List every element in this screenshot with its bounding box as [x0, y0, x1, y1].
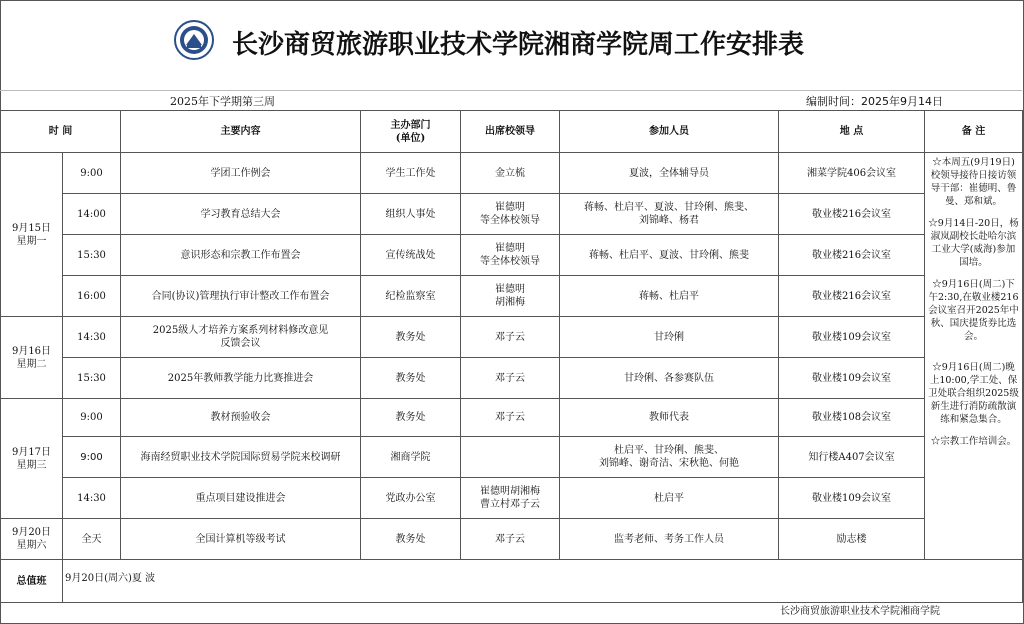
dept-cell: 教务处 [361, 317, 461, 358]
table-row [1, 235, 1023, 276]
content-cell: 学团工作例会 [121, 153, 361, 194]
content-cell: 2025级人才培养方案系列材料修改意见 反馈会议 [121, 317, 361, 358]
participants-cell: 杜启平 [560, 478, 779, 519]
school-logo [174, 20, 214, 60]
remark-item: ☆9月16日(周二)晚上10:00,学工处、保卫处联合组织2025级新生进行消防疏散演练和紧急集合。 [928, 362, 1019, 425]
time-cell: 9:00 [63, 399, 121, 437]
participants-cell: 监考老师、考务工作人员 [560, 519, 779, 560]
location-cell: 湘菜学院406会议室 [779, 153, 925, 194]
leader-cell: 邓子云 [461, 358, 560, 399]
leader-cell: 邓子云 [461, 317, 560, 358]
leader-cell: 邓子云 [461, 519, 560, 560]
time-cell: 9:00 [63, 153, 121, 194]
table-row [1, 153, 1023, 194]
col-location: 地 点 [779, 111, 925, 153]
day-cell: 9月17日 星期三 [1, 399, 63, 519]
leader-cell: 崔德明胡湘梅 曹立村邓子云 [461, 478, 560, 519]
content-cell: 合同(协议)管理执行审计整改工作布置会 [121, 276, 361, 317]
table-row [1, 317, 1023, 358]
header-row [1, 111, 1023, 153]
leader-cell: 崔德明 等全体校领导 [461, 235, 560, 276]
dept-cell: 党政办公室 [361, 478, 461, 519]
table-row [1, 437, 1023, 478]
location-cell: 敬业楼109会议室 [779, 358, 925, 399]
content-cell: 全国计算机等级考试 [121, 519, 361, 560]
content-cell: 2025年教师教学能力比赛推进会 [121, 358, 361, 399]
table-row [1, 276, 1023, 317]
dept-cell: 宣传统战处 [361, 235, 461, 276]
content-cell: 海南经贸职业技术学院国际贸易学院来校调研 [121, 437, 361, 478]
time-cell: 15:30 [63, 235, 121, 276]
time-cell: 15:30 [63, 358, 121, 399]
location-cell: 敬业楼216会议室 [779, 194, 925, 235]
participants-cell: 蒋畅、杜启平、夏波、甘玲俐、熊斐、 刘锦峰、杨君 [560, 194, 779, 235]
duty-row [1, 560, 1023, 603]
location-cell: 知行楼A407会议室 [779, 437, 925, 478]
day-cell: 9月15日 星期一 [1, 153, 63, 317]
table-row [1, 478, 1023, 519]
participants-cell: 教师代表 [560, 399, 779, 437]
time-cell: 9:00 [63, 437, 121, 478]
table-row [1, 358, 1023, 399]
table-row [1, 519, 1023, 560]
participants-cell: 甘玲俐 [560, 317, 779, 358]
dept-cell: 教务处 [361, 519, 461, 560]
location-cell: 敬业楼216会议室 [779, 276, 925, 317]
remark-item: ☆9月14日-20日，杨淑岚副校长赴哈尔滨工业大学(威海)参加国培。 [928, 218, 1019, 268]
duty-text: 9月20日(周六)夏 波 [63, 560, 1023, 603]
participants-cell: 蒋畅、杜启平、夏波、甘玲俐、熊斐 [560, 235, 779, 276]
time-cell: 14:30 [63, 478, 121, 519]
leader-cell: 邓子云 [461, 399, 560, 437]
col-content: 主要内容 [121, 111, 361, 153]
col-participants: 参加人员 [560, 111, 779, 153]
time-cell: 全天 [63, 519, 121, 560]
content-cell: 重点项目建设推进会 [121, 478, 361, 519]
col-time: 时 间 [1, 111, 121, 153]
leader-cell: 金立梳 [461, 153, 560, 194]
location-cell: 敬业楼109会议室 [779, 317, 925, 358]
duty-label: 总值班 [1, 560, 63, 603]
participants-cell: 杜启平、甘玲俐、熊斐、 刘锦峰、谢奇洁、宋秋艳、何艳 [560, 437, 779, 478]
dept-cell: 学生工作处 [361, 153, 461, 194]
day-cell: 9月20日 星期六 [1, 519, 63, 560]
leader-cell: 崔德明 等全体校领导 [461, 194, 560, 235]
time-cell: 14:30 [63, 317, 121, 358]
col-leader: 出席校领导 [461, 111, 560, 153]
week-label: 2025年下学期第三周 [170, 95, 275, 108]
remark-item: ☆本周五(9月19日)校领导接待日接访领导干部：崔德明、鲁曼、郑和斌。 [930, 157, 1017, 207]
remarks-cell [925, 153, 1023, 560]
location-cell: 励志楼 [779, 519, 925, 560]
location-cell: 敬业楼216会议室 [779, 235, 925, 276]
table-row [1, 399, 1023, 437]
divider [0, 90, 1022, 91]
leader-cell: 崔德明 胡湘梅 [461, 276, 560, 317]
col-dept: 主办部门 (单位) [361, 111, 461, 153]
compiled-time: 编制时间：2025年9月14日 [806, 95, 943, 108]
content-cell: 意识形态和宗教工作布置会 [121, 235, 361, 276]
remark-item: ☆宗教工作培训会。 [930, 436, 1017, 447]
page-title: 长沙商贸旅游职业技术学院湘商学院周工作安排表 [232, 30, 805, 60]
participants-cell: 夏波，全体辅导员 [560, 153, 779, 194]
location-cell: 敬业楼108会议室 [779, 399, 925, 437]
dept-cell: 纪检监察室 [361, 276, 461, 317]
time-cell: 16:00 [63, 276, 121, 317]
table-row [1, 194, 1023, 235]
dept-cell: 组织人事处 [361, 194, 461, 235]
day-cell: 9月16日 星期二 [1, 317, 63, 399]
col-remarks: 备 注 [925, 111, 1023, 153]
leader-cell [461, 437, 560, 478]
location-cell: 敬业楼109会议室 [779, 478, 925, 519]
remark-item: ☆9月16日(周二)下午2:30,在敬业楼216会议室召开2025年中秋、国庆提货券比选会。 [928, 279, 1019, 342]
time-cell: 14:00 [63, 194, 121, 235]
dept-cell: 湘商学院 [361, 437, 461, 478]
footer-org: 长沙商贸旅游职业技术学院湘商学院 [780, 606, 940, 617]
participants-cell: 甘玲俐、各参赛队伍 [560, 358, 779, 399]
dept-cell: 教务处 [361, 358, 461, 399]
participants-cell: 蒋畅、杜启平 [560, 276, 779, 317]
content-cell: 学习教育总结大会 [121, 194, 361, 235]
schedule-table [0, 110, 1023, 603]
content-cell: 教材预验收会 [121, 399, 361, 437]
dept-cell: 教务处 [361, 399, 461, 437]
